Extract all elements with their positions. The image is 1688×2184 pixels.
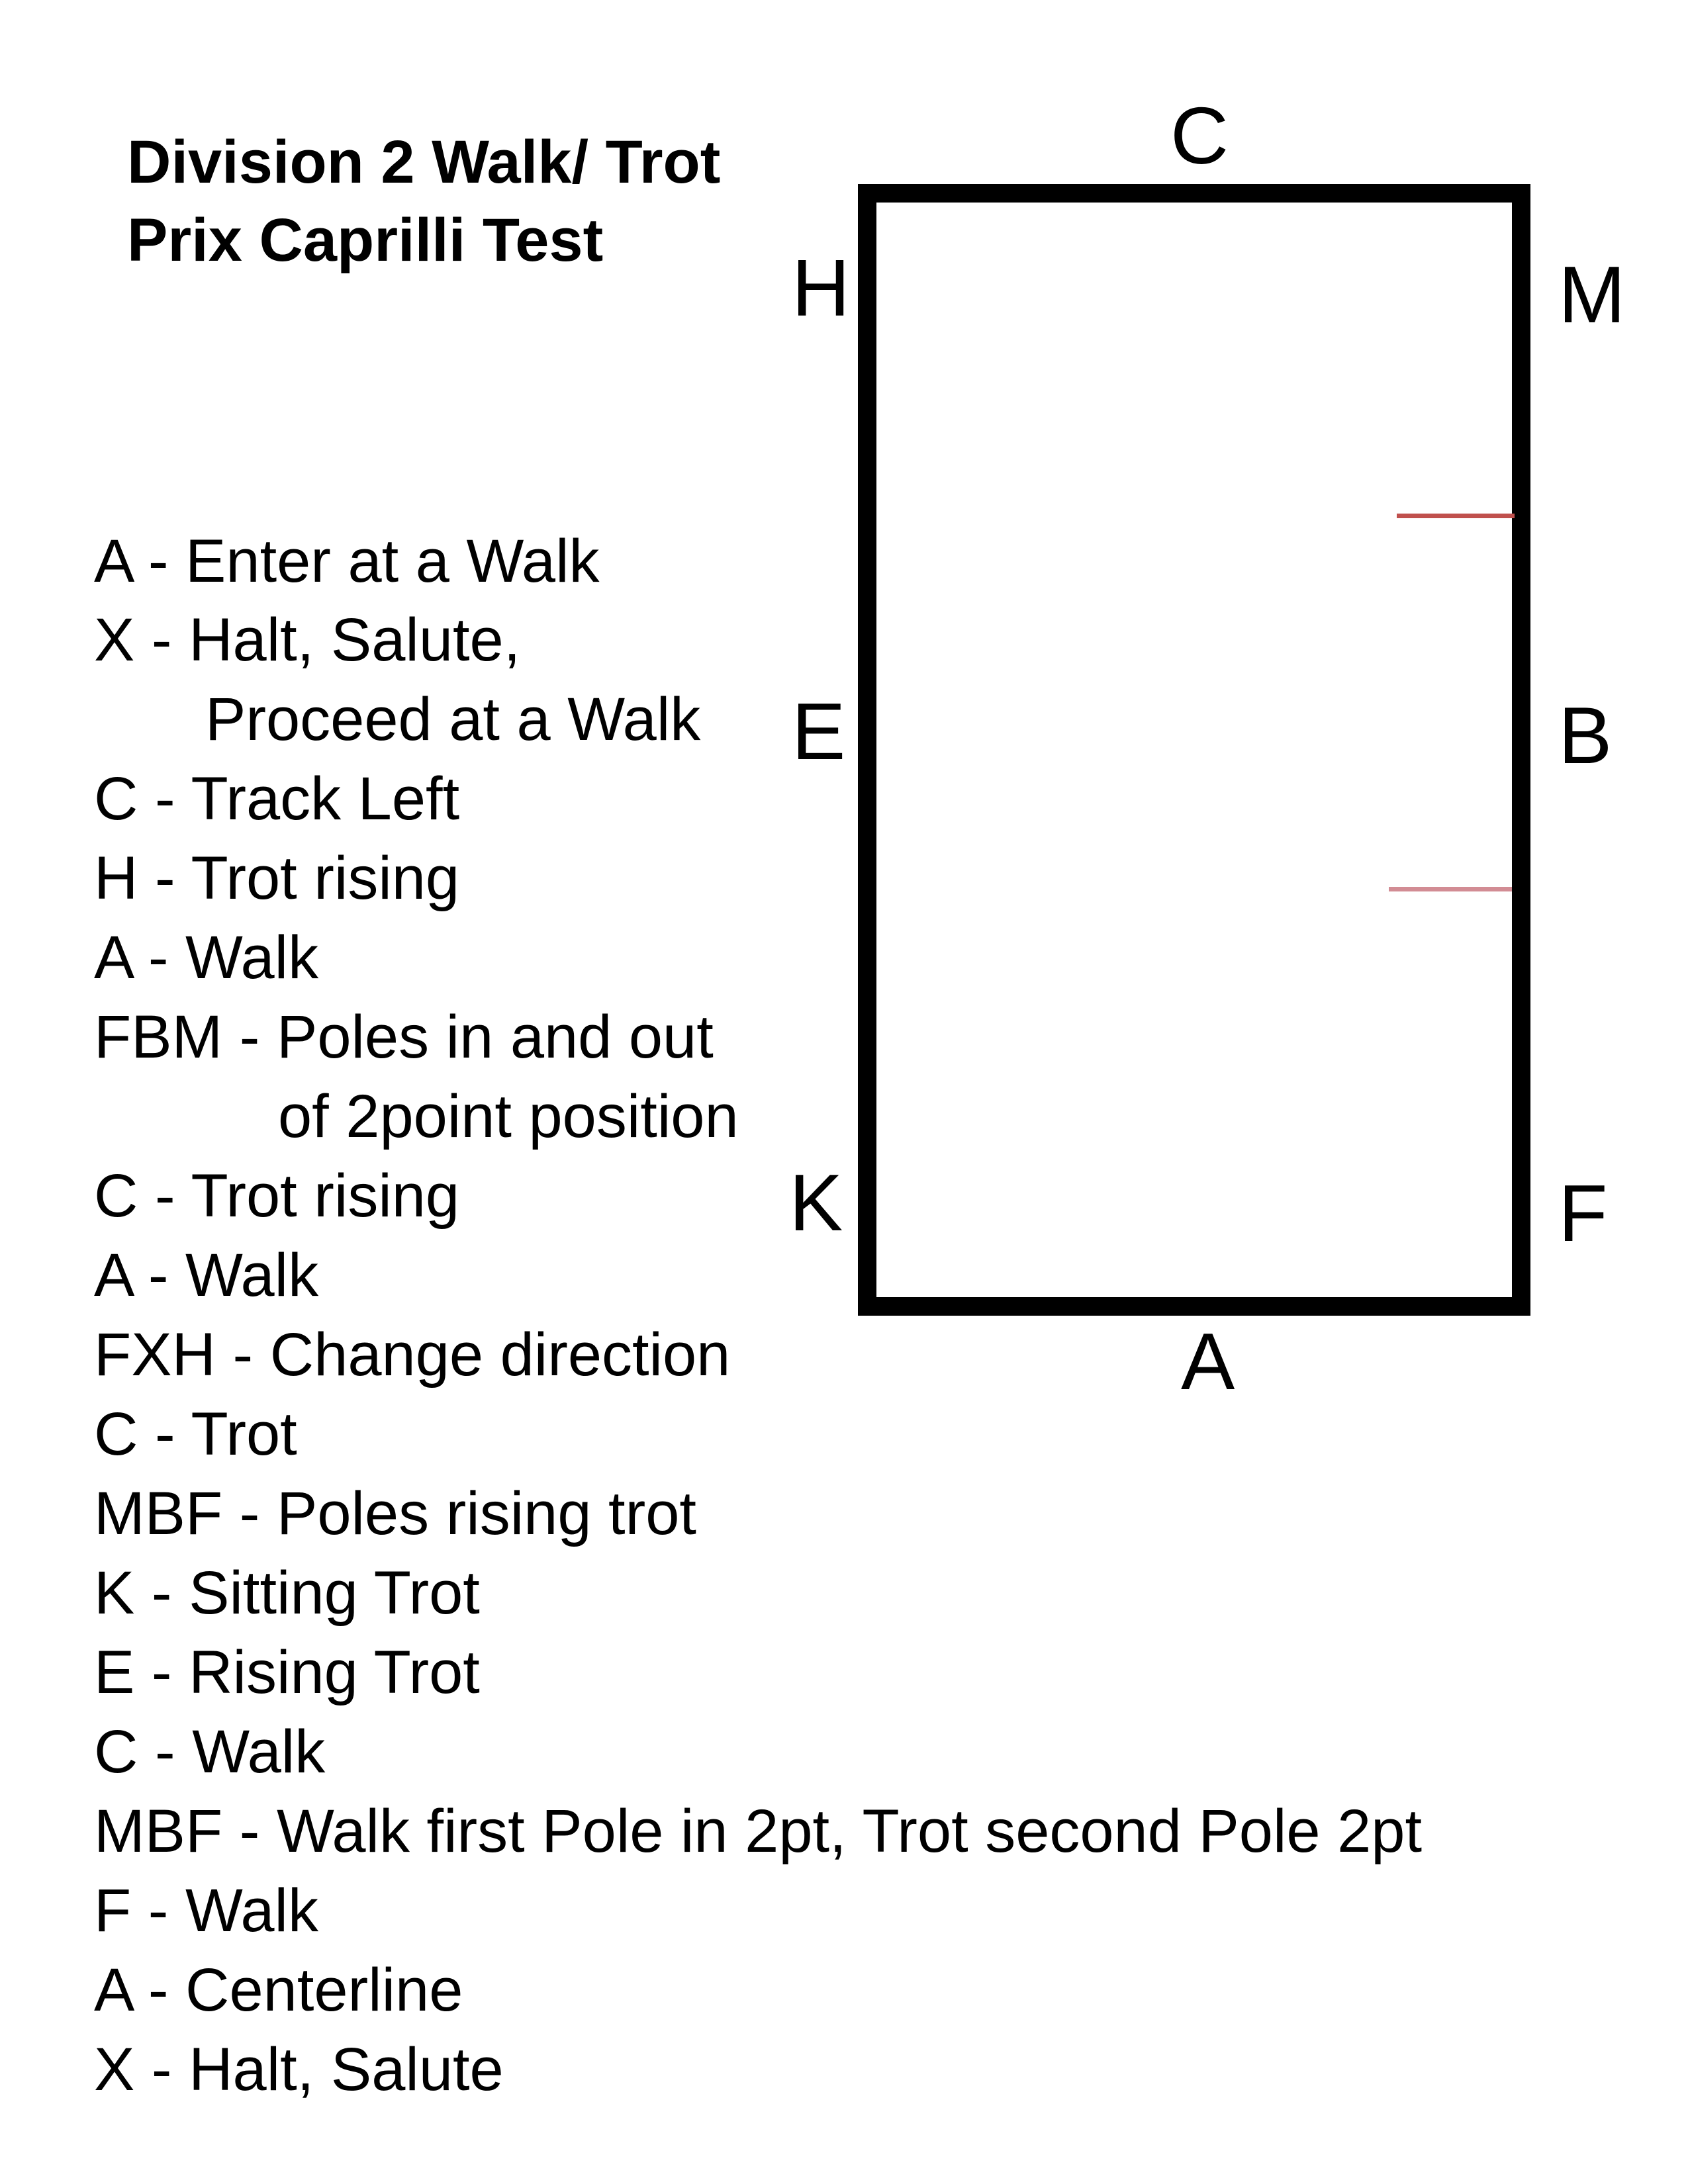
pole-lower [1389, 887, 1512, 891]
arena-letter-a: A [1181, 1316, 1235, 1406]
step-15: MBF - Walk first Pole in 2pt, Trot second Pole 2pt [94, 1797, 1423, 1865]
arena-letter-e: E [792, 686, 846, 776]
step-9: FXH - Change direction [94, 1321, 731, 1388]
step-8: A - Walk [94, 1242, 319, 1309]
step-7: C - Trot rising [94, 1162, 460, 1230]
title-line-2: Prix Caprilli Test [127, 206, 604, 274]
step-1: A - Enter at a Walk [94, 527, 600, 595]
step-14: C - Walk [94, 1718, 326, 1786]
arena-letter-f: F [1558, 1168, 1608, 1258]
arena-letter-m: M [1558, 250, 1626, 340]
step-5: A - Walk [94, 924, 319, 991]
step-3: C - Track Left [94, 765, 460, 833]
step-4: H - Trot rising [94, 844, 460, 912]
arena-letter-c: C [1170, 91, 1229, 181]
step-18: X - Halt, Salute [94, 2036, 504, 2103]
step-17: A - Centerline [94, 1956, 463, 2024]
step-6: FBM - Poles in and out [94, 1003, 714, 1071]
step-16: F - Walk [94, 1877, 318, 1944]
title-line-1: Division 2 Walk/ Trot [127, 128, 721, 196]
pole-upper [1397, 514, 1515, 518]
arena-letter-k: K [789, 1158, 843, 1248]
arena-letter-b: B [1558, 690, 1613, 780]
step-2: X - Halt, Salute, [94, 606, 521, 674]
step-6-continued: of 2point position [278, 1083, 739, 1150]
arena-rectangle [858, 184, 1530, 1316]
step-13: E - Rising Trot [94, 1639, 480, 1706]
step-2-continued: Proceed at a Walk [205, 686, 701, 753]
arena-letter-h: H [792, 243, 851, 333]
step-10: C - Trot [94, 1400, 297, 1468]
step-11: MBF - Poles rising trot [94, 1480, 696, 1547]
step-12: K - Sitting Trot [94, 1559, 480, 1627]
